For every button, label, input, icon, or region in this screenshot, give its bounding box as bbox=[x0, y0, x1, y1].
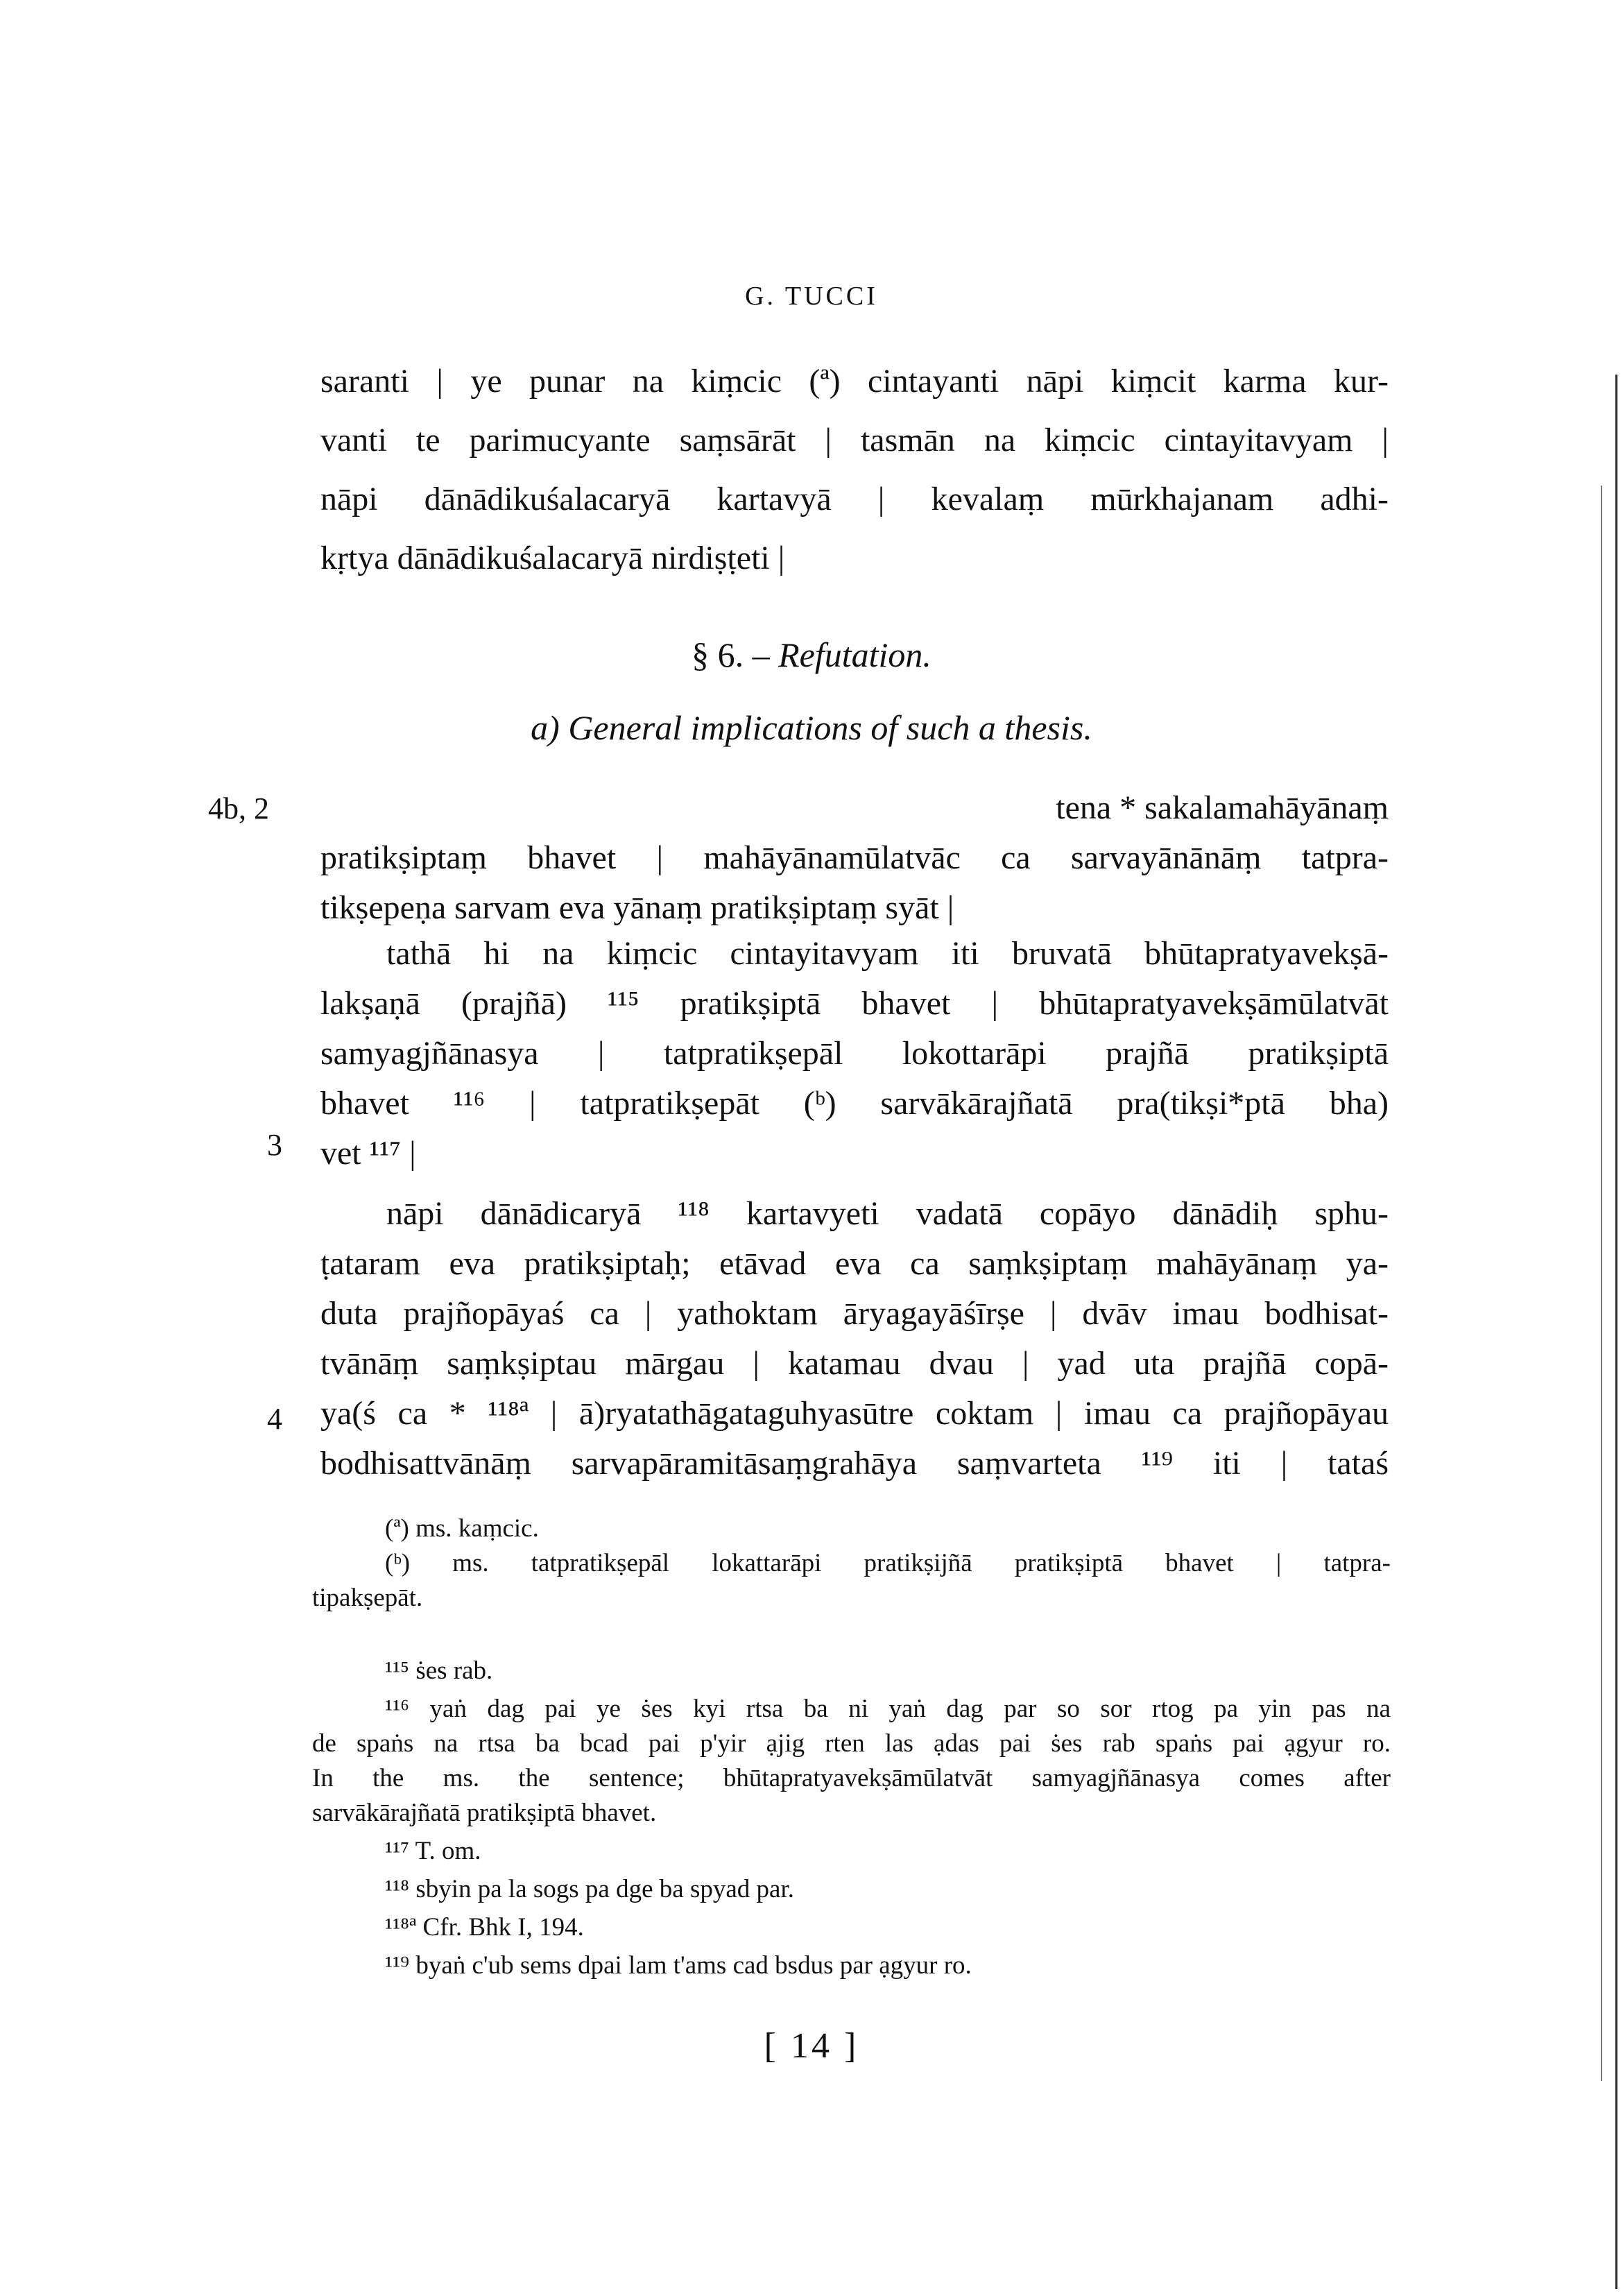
crit-note: tipakṣepāt. bbox=[312, 1584, 423, 1612]
running-head: G. TUCCI bbox=[745, 282, 878, 311]
margin-ref: 3 bbox=[267, 1128, 282, 1162]
text-line: tvānāṃ saṃkṣiptau mārgau | katamau dvau | yad uta prajñā copā- bbox=[320, 1345, 1389, 1382]
crit-note: (ᵇ) ms. tatpratikṣepāl lokattarāpi pratikṣijñā pratikṣiptā bhavet | tatpra- bbox=[385, 1549, 1391, 1577]
section-heading bbox=[0, 635, 1623, 675]
text-line: bhavet ¹¹⁶ | tatpratikṣepāt (ᵇ) sarvākārajñatā pra(tikṣi*ptā bha) bbox=[320, 1085, 1389, 1122]
text-line: duta prajñopāyaś ca | yathoktam āryagayāśīrṣe | dvāv imau bodhisat- bbox=[320, 1295, 1389, 1332]
footnote: sarvākārajñatā pratikṣiptā bhavet. bbox=[312, 1799, 657, 1827]
section-title: Refutation. bbox=[778, 635, 931, 674]
footnote: de spaṅs na rtsa ba bcad pai p'yir ạjig rten las ạdas pai ṡes rab spaṅs pai ạgyur ro. bbox=[312, 1729, 1391, 1758]
margin-ref: 4b, 2 bbox=[208, 791, 269, 825]
footnote: ¹¹⁹ byaṅ c'ub sems dpai lam t'ams cad bsdus par ạgyur ro. bbox=[385, 1951, 972, 1980]
footnote: ¹¹⁷ T. om. bbox=[385, 1837, 481, 1865]
text-line: lakṣaṇā (prajñā) ¹¹⁵ pratikṣiptā bhavet | bhūtapratyavekṣāmūlatvāt bbox=[320, 985, 1389, 1022]
subsection-letter: a) bbox=[531, 708, 560, 747]
text-line: vanti te parimucyante saṃsārāt | tasmān na kiṃcic cintayitavyam | bbox=[320, 422, 1389, 459]
subsection-title: General implications of such a thesis. bbox=[568, 708, 1092, 747]
text-line: nāpi dānādicaryā ¹¹⁸ kartavyeti vadatā copāyo dānādiḥ sphu- bbox=[386, 1195, 1389, 1232]
text-line: tikṣepeṇa sarvam eva yānaṃ pratikṣiptaṃ syāt | bbox=[320, 889, 954, 926]
section-number: § 6. – bbox=[692, 635, 770, 674]
footnote: ¹¹⁸ sbyin pa la sogs pa dge ba spyad par. bbox=[385, 1875, 794, 1903]
text-line: tena * sakalamahāyānaṃ bbox=[1056, 789, 1389, 826]
subsection-heading bbox=[0, 708, 1623, 748]
footnote: ¹¹⁸ª Cfr. Bhk I, 194. bbox=[385, 1913, 584, 1942]
text-line: bodhisattvānāṃ sarvapāramitāsaṃgrahāya saṃvarteta ¹¹⁹ iti | tataś bbox=[320, 1445, 1389, 1482]
text-line: pratikṣiptaṃ bhavet | mahāyānamūlatvāc ca sarvayānānāṃ tatpra- bbox=[320, 839, 1389, 876]
text-line: tathā hi na kiṃcic cintayitavyam iti bruvatā bhūtapratyavekṣā- bbox=[386, 935, 1389, 972]
page-number: [ 14 ] bbox=[764, 2026, 859, 2066]
text-line: kṛtya dānādikuśalacaryā nirdiṣṭeti | bbox=[320, 540, 785, 576]
text-line: nāpi dānādikuśalacaryā kartavyā | kevalaṃ mūrkhajanam adhi- bbox=[320, 481, 1389, 517]
footnote: In the ms. the sentence; bhūtapratyavekṣāmūlatvāt samyagjñānasya comes after bbox=[312, 1764, 1391, 1792]
text-line: saranti | ye punar na kiṃcic (ª) cintayanti nāpi kiṃcit karma kur- bbox=[320, 363, 1389, 400]
text-line: ya(ś ca * ¹¹⁸ª | ā)ryatathāgataguhyasūtre coktam | imau ca prajñopāyau bbox=[320, 1395, 1389, 1432]
text-line: ṭataram eva pratikṣiptaḥ; etāvad eva ca saṃkṣiptaṃ mahāyānaṃ ya- bbox=[320, 1245, 1389, 1282]
footnote: ¹¹⁶ yaṅ dag pai ye ṡes kyi rtsa ba ni yaṅ dag par so sor rtog pa yin pas na bbox=[385, 1695, 1391, 1723]
footnote: ¹¹⁵ ṡes rab. bbox=[385, 1656, 493, 1685]
margin-ref: 4 bbox=[267, 1402, 282, 1436]
crit-note: (ª) ms. kaṃcic. bbox=[385, 1514, 539, 1543]
text-line: vet ¹¹⁷ | bbox=[320, 1135, 416, 1172]
text-line: samyagjñānasya | tatpratikṣepāl lokottarāpi prajñā pratikṣiptā bbox=[320, 1035, 1389, 1072]
